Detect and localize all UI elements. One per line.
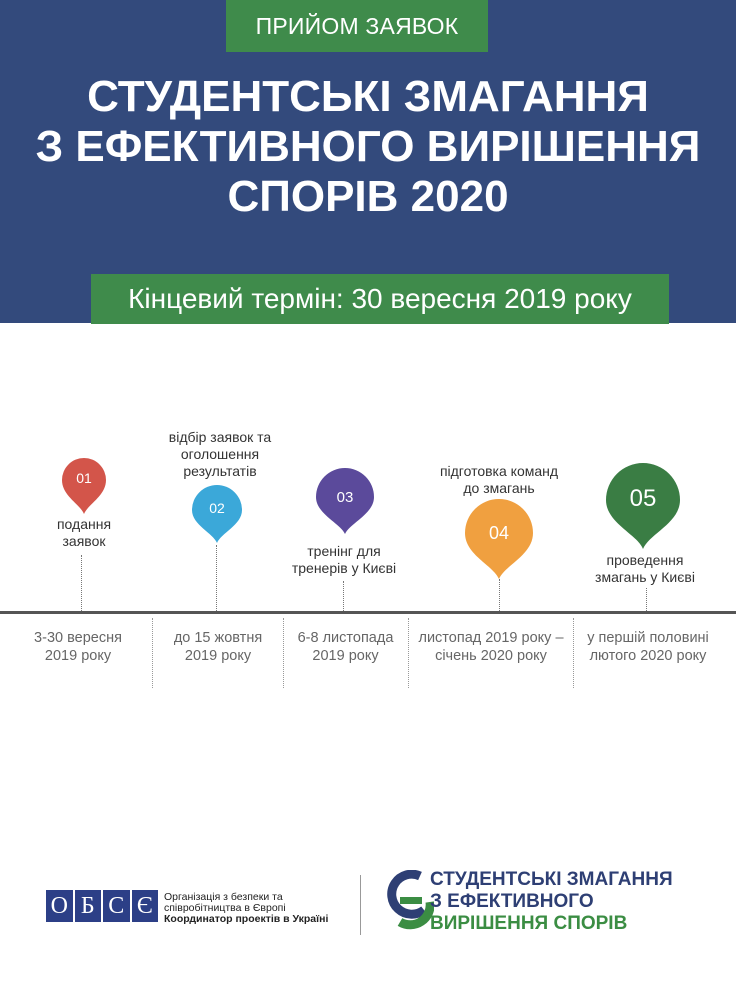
step-label-05: проведення змагань у Києві xyxy=(595,552,695,585)
step-pin-05 xyxy=(606,463,680,549)
step-stem-01 xyxy=(81,555,82,611)
step-pin-04 xyxy=(465,499,533,579)
osce-logo: О Б С Є xyxy=(46,890,158,922)
deadline-banner: Кінцевий термін: 30 вересня 2019 року xyxy=(91,274,669,324)
date-03: 6-8 листопада 2019 року xyxy=(297,630,394,664)
step-number: 04 xyxy=(488,523,510,543)
date-05: у першій половині лютого 2020 року xyxy=(587,630,709,664)
map-pin-icon xyxy=(62,458,106,514)
title-line-3: СПОРІВ 2020 xyxy=(227,172,509,221)
date-04: листопад 2019 року – січень 2020 року xyxy=(418,630,564,664)
applications-badge: ПРИЙОМ ЗАЯВОК xyxy=(226,0,488,52)
osce-name: Організація з безпеки та співробітництва в Європі Координатор проектів в Україні xyxy=(164,891,329,925)
step-number: 01 xyxy=(76,470,92,486)
step-number: 03 xyxy=(336,489,354,506)
competition-logo-icon xyxy=(386,870,434,930)
title-line-2: З ЕФЕКТИВНОГО ВИРІШЕННЯ xyxy=(35,122,701,171)
timeline-axis xyxy=(0,611,736,614)
date-separator xyxy=(408,618,409,688)
date-separator xyxy=(152,618,153,688)
timeline xyxy=(0,323,736,743)
step-stem-04 xyxy=(499,579,500,611)
step-stem-05 xyxy=(646,588,647,611)
date-01: 3-30 вересня 2019 року xyxy=(34,630,122,664)
date-separator xyxy=(283,618,284,688)
step-stem-02 xyxy=(216,545,217,611)
step-number: 02 xyxy=(209,500,225,516)
pin-shape xyxy=(62,458,106,514)
step-label-04: підготовка команд до змагань xyxy=(439,463,559,496)
step-label-02: відбір заявок та оголошення результатів xyxy=(168,429,272,479)
date-separator xyxy=(573,618,574,688)
step-label-01: подання заявок xyxy=(56,516,112,549)
title-line-1: СТУДЕНТСЬКІ ЗМАГАННЯ xyxy=(87,72,649,121)
step-stem-03 xyxy=(343,581,344,611)
date-02: до 15 жовтня 2019 року xyxy=(173,630,263,664)
step-label-03: тренінг для тренерів у Києві xyxy=(291,543,397,576)
footer-divider xyxy=(360,875,361,935)
step-number: 05 xyxy=(629,485,657,512)
page-title xyxy=(0,72,736,222)
step-pin-02 xyxy=(192,485,242,543)
step-pin-03 xyxy=(316,468,374,534)
step-pin-01 xyxy=(62,458,106,514)
competition-logo-text: СТУДЕНТСЬКІ ЗМАГАННЯ З ЕФЕКТИВНОГО ВИРІШЕННЯ СПОРІВ xyxy=(430,869,673,934)
